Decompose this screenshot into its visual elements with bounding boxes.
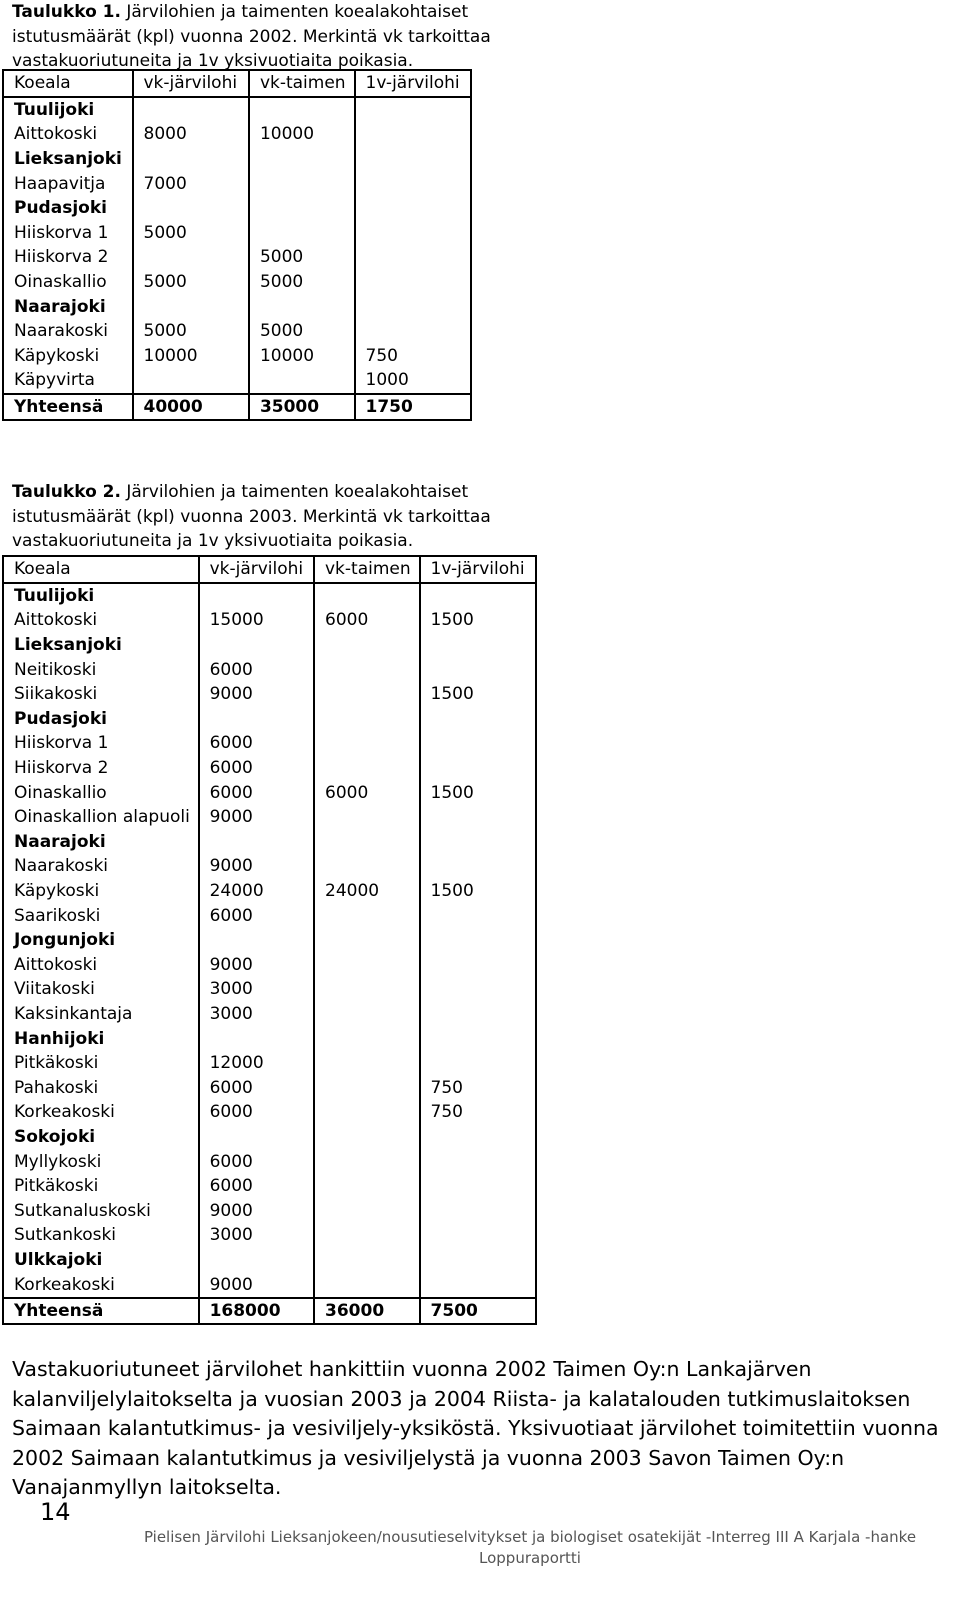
value-cell bbox=[314, 1272, 420, 1298]
value-cell bbox=[314, 903, 420, 928]
row-label-cell: Sutkankoski bbox=[3, 1223, 199, 1248]
table-row bbox=[3, 245, 471, 270]
table2-caption-label: Taulukko 2. bbox=[12, 482, 121, 502]
value-cell bbox=[314, 1174, 420, 1199]
table-row bbox=[3, 270, 471, 295]
value-cell bbox=[355, 122, 471, 147]
value-cell bbox=[314, 830, 420, 855]
value-cell bbox=[249, 221, 355, 246]
value-cell: 9000 bbox=[199, 1272, 314, 1298]
value-cell bbox=[355, 245, 471, 270]
row-label-cell: Kaksinkantaja bbox=[3, 1002, 199, 1027]
row-label-cell: Käpyvirta bbox=[3, 368, 133, 394]
value-cell: 6000 bbox=[199, 1075, 314, 1100]
value-cell bbox=[314, 953, 420, 978]
row-label-cell: Tuulijoki bbox=[3, 583, 199, 609]
column-header: Koeala bbox=[3, 556, 199, 583]
row-label-cell: Pitkäkoski bbox=[3, 1174, 199, 1199]
value-cell: 5000 bbox=[133, 221, 249, 246]
value-cell: 40000 bbox=[133, 394, 249, 421]
value-cell bbox=[249, 294, 355, 319]
row-label-cell: Aittokoski bbox=[3, 953, 199, 978]
value-cell bbox=[199, 707, 314, 732]
table-row bbox=[3, 1002, 536, 1027]
row-label-cell: Naarakoski bbox=[3, 854, 199, 879]
value-cell bbox=[420, 1026, 536, 1051]
value-cell: 9000 bbox=[199, 682, 314, 707]
value-cell: 6000 bbox=[314, 608, 420, 633]
value-cell bbox=[314, 1075, 420, 1100]
table-row bbox=[3, 368, 471, 394]
table1 bbox=[2, 69, 472, 421]
value-cell: 1500 bbox=[430, 684, 474, 705]
value-cell: 5000 bbox=[133, 270, 249, 295]
row-label-cell: Hiiskorva 1 bbox=[3, 731, 199, 756]
value-cell bbox=[199, 1026, 314, 1051]
value-cell bbox=[133, 294, 249, 319]
table-total-row bbox=[3, 394, 471, 421]
table-row bbox=[3, 1075, 536, 1100]
value-cell bbox=[314, 1198, 420, 1223]
value-cell bbox=[420, 707, 536, 732]
value-cell bbox=[314, 633, 420, 658]
row-label-cell: Käpykoski bbox=[3, 344, 133, 369]
value-cell bbox=[314, 756, 420, 781]
value-cell bbox=[133, 245, 249, 270]
value-cell bbox=[420, 1149, 536, 1174]
value-cell bbox=[420, 583, 536, 609]
row-label-cell: Naarajoki bbox=[3, 830, 199, 855]
value-cell bbox=[420, 854, 536, 879]
row-label-cell: Oinaskallion alapuoli bbox=[3, 805, 199, 830]
table-group-row bbox=[3, 633, 536, 658]
value-cell bbox=[355, 196, 471, 221]
value-cell bbox=[199, 583, 314, 609]
value-cell: 6000 bbox=[199, 731, 314, 756]
table-row bbox=[3, 344, 471, 369]
value-cell: 35000 bbox=[249, 394, 355, 421]
value-cell bbox=[199, 928, 314, 953]
value-cell: 6000 bbox=[199, 756, 314, 781]
value-cell: 750 bbox=[430, 1102, 463, 1123]
table2-caption bbox=[12, 480, 512, 554]
value-cell: 6000 bbox=[199, 1174, 314, 1199]
value-cell bbox=[355, 319, 471, 344]
value-cell: 7000 bbox=[133, 171, 249, 196]
value-cell bbox=[133, 147, 249, 172]
table-row bbox=[3, 903, 536, 928]
table-row bbox=[3, 1149, 536, 1174]
value-cell bbox=[314, 1002, 420, 1027]
row-label-cell: Tuulijoki bbox=[3, 97, 133, 123]
table-row bbox=[3, 1100, 536, 1125]
value-cell bbox=[249, 97, 355, 123]
value-cell: 6000 bbox=[199, 780, 314, 805]
value-cell bbox=[420, 1051, 536, 1076]
value-cell bbox=[314, 1149, 420, 1174]
column-header: vk-järvilohi bbox=[133, 70, 249, 97]
row-label-cell: Yhteensä bbox=[3, 394, 133, 421]
row-label-cell: Oinaskallio bbox=[3, 780, 199, 805]
value-cell: 5000 bbox=[249, 270, 355, 295]
value-cell bbox=[314, 1051, 420, 1076]
row-label-cell: Naarajoki bbox=[3, 294, 133, 319]
column-header: vk-taimen bbox=[249, 70, 355, 97]
value-cell bbox=[420, 1002, 536, 1027]
value-cell: 6000 bbox=[199, 657, 314, 682]
row-label-cell: Sutkanaluskoski bbox=[3, 1198, 199, 1223]
value-cell bbox=[420, 903, 536, 928]
value-cell bbox=[314, 707, 420, 732]
table2-body bbox=[3, 556, 536, 1324]
value-cell bbox=[420, 1248, 536, 1273]
value-cell bbox=[249, 368, 355, 394]
value-cell bbox=[314, 1100, 420, 1125]
column-header: vk-taimen bbox=[314, 556, 420, 583]
column-header: vk-järvilohi bbox=[199, 556, 314, 583]
table-row bbox=[3, 879, 536, 904]
value-cell: 1000 bbox=[365, 370, 409, 391]
value-cell bbox=[314, 1026, 420, 1051]
row-label-cell: Korkeakoski bbox=[3, 1272, 199, 1298]
table-header-row bbox=[3, 70, 471, 97]
table-row bbox=[3, 731, 536, 756]
table-group-row bbox=[3, 196, 471, 221]
value-cell: 12000 bbox=[199, 1051, 314, 1076]
row-label-cell: Käpykoski bbox=[3, 879, 199, 904]
value-cell: 5000 bbox=[249, 245, 355, 270]
value-cell bbox=[355, 270, 471, 295]
value-cell: 8000 bbox=[133, 122, 249, 147]
value-cell bbox=[314, 1223, 420, 1248]
row-label-cell: Hiiskorva 2 bbox=[3, 756, 199, 781]
table-row bbox=[3, 682, 536, 707]
table-group-row bbox=[3, 830, 536, 855]
table-group-row bbox=[3, 147, 471, 172]
row-label-cell: Pudasjoki bbox=[3, 707, 199, 732]
value-cell bbox=[420, 1125, 536, 1150]
table-group-row bbox=[3, 294, 471, 319]
row-label-cell: Myllykoski bbox=[3, 1149, 199, 1174]
table-row bbox=[3, 122, 471, 147]
value-cell: 5000 bbox=[133, 319, 249, 344]
value-cell: 9000 bbox=[199, 854, 314, 879]
table-group-row bbox=[3, 928, 536, 953]
row-label-cell: Pitkäkoski bbox=[3, 1051, 199, 1076]
value-cell: 9000 bbox=[199, 1198, 314, 1223]
value-cell bbox=[314, 682, 420, 707]
value-cell bbox=[249, 147, 355, 172]
value-cell: 3000 bbox=[199, 1223, 314, 1248]
value-cell: 24000 bbox=[314, 879, 420, 904]
row-label-cell: Sokojoki bbox=[3, 1125, 199, 1150]
value-cell bbox=[314, 583, 420, 609]
table-row bbox=[3, 657, 536, 682]
table-row bbox=[3, 1198, 536, 1223]
value-cell: 6000 bbox=[314, 780, 420, 805]
value-cell: 3000 bbox=[199, 1002, 314, 1027]
value-cell bbox=[420, 953, 536, 978]
value-cell bbox=[420, 756, 536, 781]
value-cell bbox=[199, 830, 314, 855]
table-row bbox=[3, 953, 536, 978]
value-cell: 3000 bbox=[199, 977, 314, 1002]
row-label-cell: Yhteensä bbox=[3, 1298, 199, 1325]
row-label-cell: Hiiskorva 1 bbox=[3, 221, 133, 246]
value-cell bbox=[249, 196, 355, 221]
row-label-cell: Siikakoski bbox=[3, 682, 199, 707]
value-cell bbox=[420, 1174, 536, 1199]
value-cell: 7500 bbox=[420, 1298, 536, 1325]
value-cell: 10000 bbox=[249, 122, 355, 147]
row-label-cell: Saarikoski bbox=[3, 903, 199, 928]
row-label-cell: Jongunjoki bbox=[3, 928, 199, 953]
row-label-cell: Lieksanjoki bbox=[3, 147, 133, 172]
row-label-cell: Pudasjoki bbox=[3, 196, 133, 221]
row-label-cell: Viitakoski bbox=[3, 977, 199, 1002]
row-label-cell: Naarakoski bbox=[3, 319, 133, 344]
table-row bbox=[3, 221, 471, 246]
page-footer bbox=[140, 1527, 920, 1569]
value-cell bbox=[314, 1248, 420, 1273]
row-label-cell: Hanhijoki bbox=[3, 1026, 199, 1051]
table-group-row bbox=[3, 1026, 536, 1051]
value-cell: 1500 bbox=[430, 782, 474, 803]
table-row bbox=[3, 756, 536, 781]
table-row bbox=[3, 171, 471, 196]
table-row bbox=[3, 1051, 536, 1076]
value-cell bbox=[314, 854, 420, 879]
value-cell: 1500 bbox=[430, 881, 474, 902]
value-cell: 9000 bbox=[199, 805, 314, 830]
value-cell bbox=[199, 633, 314, 658]
table1-caption-text: Järvilohien ja taimenten koealakohtaiset istutusmäärät (kpl) vuonna 2002. Merkintä vk tarkoittaa vastakuoriutuneita ja 1v yksivuotiaita poikasia. bbox=[12, 2, 491, 71]
value-cell bbox=[420, 805, 536, 830]
table1-body bbox=[3, 70, 471, 420]
table-row bbox=[3, 854, 536, 879]
value-cell: 36000 bbox=[314, 1298, 420, 1325]
value-cell bbox=[420, 1272, 536, 1298]
footer-line-1: Pielisen Järvilohi Lieksanjokeen/nousutieselvitykset ja biologiset osatekijät -Interreg III A Karjala -hanke bbox=[143, 1528, 917, 1546]
value-cell bbox=[420, 633, 536, 658]
value-cell bbox=[314, 657, 420, 682]
value-cell: 750 bbox=[430, 1077, 463, 1098]
table-row bbox=[3, 805, 536, 830]
value-cell: 1750 bbox=[355, 394, 471, 421]
value-cell bbox=[420, 1198, 536, 1223]
table-row bbox=[3, 608, 536, 633]
value-cell: 750 bbox=[365, 345, 398, 366]
value-cell bbox=[314, 731, 420, 756]
table-row bbox=[3, 780, 536, 805]
value-cell: 24000 bbox=[199, 879, 314, 904]
value-cell: 10000 bbox=[133, 344, 249, 369]
row-label-cell: Pahakoski bbox=[3, 1075, 199, 1100]
value-cell bbox=[420, 1223, 536, 1248]
value-cell bbox=[420, 657, 536, 682]
value-cell: 10000 bbox=[249, 344, 355, 369]
row-label-cell: Aittokoski bbox=[3, 122, 133, 147]
table-group-row bbox=[3, 707, 536, 732]
table-total-row bbox=[3, 1298, 536, 1325]
value-cell bbox=[420, 928, 536, 953]
table-header-row bbox=[3, 556, 536, 583]
table-group-row bbox=[3, 1248, 536, 1273]
value-cell bbox=[420, 731, 536, 756]
value-cell bbox=[314, 805, 420, 830]
value-cell bbox=[355, 221, 471, 246]
value-cell: 1500 bbox=[430, 610, 474, 631]
value-cell bbox=[314, 928, 420, 953]
row-label-cell: Lieksanjoki bbox=[3, 633, 199, 658]
table-row bbox=[3, 977, 536, 1002]
value-cell bbox=[355, 294, 471, 319]
value-cell bbox=[199, 1125, 314, 1150]
value-cell bbox=[249, 171, 355, 196]
table2-caption-text: Järvilohien ja taimenten koealakohtaiset istutusmäärät (kpl) vuonna 2003. Merkintä vk tarkoittaa vastakuoriutuneita ja 1v yksivuotiaita poikasia. bbox=[12, 482, 491, 551]
value-cell bbox=[314, 1125, 420, 1150]
table-row bbox=[3, 319, 471, 344]
table-row bbox=[3, 1174, 536, 1199]
row-label-cell: Neitikoski bbox=[3, 657, 199, 682]
table-group-row bbox=[3, 97, 471, 123]
table-row bbox=[3, 1272, 536, 1298]
value-cell: 15000 bbox=[199, 608, 314, 633]
row-label-cell: Hiiskorva 2 bbox=[3, 245, 133, 270]
row-label-cell: Ulkkajoki bbox=[3, 1248, 199, 1273]
value-cell bbox=[420, 977, 536, 1002]
value-cell bbox=[355, 171, 471, 196]
table-group-row bbox=[3, 1125, 536, 1150]
value-cell: 168000 bbox=[199, 1298, 314, 1325]
value-cell bbox=[314, 977, 420, 1002]
value-cell bbox=[355, 147, 471, 172]
value-cell: 6000 bbox=[199, 1149, 314, 1174]
page-number: 14 bbox=[40, 1498, 71, 1526]
column-header: 1v-järvilohi bbox=[420, 556, 536, 583]
value-cell: 6000 bbox=[199, 903, 314, 928]
value-cell bbox=[420, 830, 536, 855]
table1-caption-label: Taulukko 1. bbox=[12, 2, 121, 22]
value-cell bbox=[199, 1248, 314, 1273]
row-label-cell: Korkeakoski bbox=[3, 1100, 199, 1125]
value-cell bbox=[355, 97, 471, 123]
table2 bbox=[2, 555, 537, 1325]
value-cell: 5000 bbox=[249, 319, 355, 344]
value-cell bbox=[133, 368, 249, 394]
table-row bbox=[3, 1223, 536, 1248]
value-cell: 6000 bbox=[199, 1100, 314, 1125]
value-cell bbox=[133, 196, 249, 221]
column-header: Koeala bbox=[3, 70, 133, 97]
value-cell bbox=[133, 97, 249, 123]
value-cell: 9000 bbox=[199, 953, 314, 978]
table-group-row bbox=[3, 583, 536, 609]
row-label-cell: Oinaskallio bbox=[3, 270, 133, 295]
column-header: 1v-järvilohi bbox=[355, 70, 471, 97]
body-paragraph: Vastakuoriutuneet järvilohet hankittiin vuonna 2002 Taimen Oy:n Lankajärven kalanviljelylaitokselta ja vuosian 2003 ja 2004 Riista- ja kalatalouden tutkimuslaitoksen Saimaan kalantutkimus- ja vesiviljely-yksiköstä. Yksivuotiaat järvilohet toimitettiin vuonna 2002 Saimaan kalantutkimus ja vesiviljelystä ja vuonna 2003 Savon Taimen Oy:n Vanajanmyllyn laitokselta. bbox=[12, 1357, 939, 1499]
footer-line-2: Loppuraportti bbox=[479, 1549, 581, 1567]
table1-caption bbox=[12, 0, 512, 74]
row-label-cell: Aittokoski bbox=[3, 608, 199, 633]
row-label-cell: Haapavitja bbox=[3, 171, 133, 196]
